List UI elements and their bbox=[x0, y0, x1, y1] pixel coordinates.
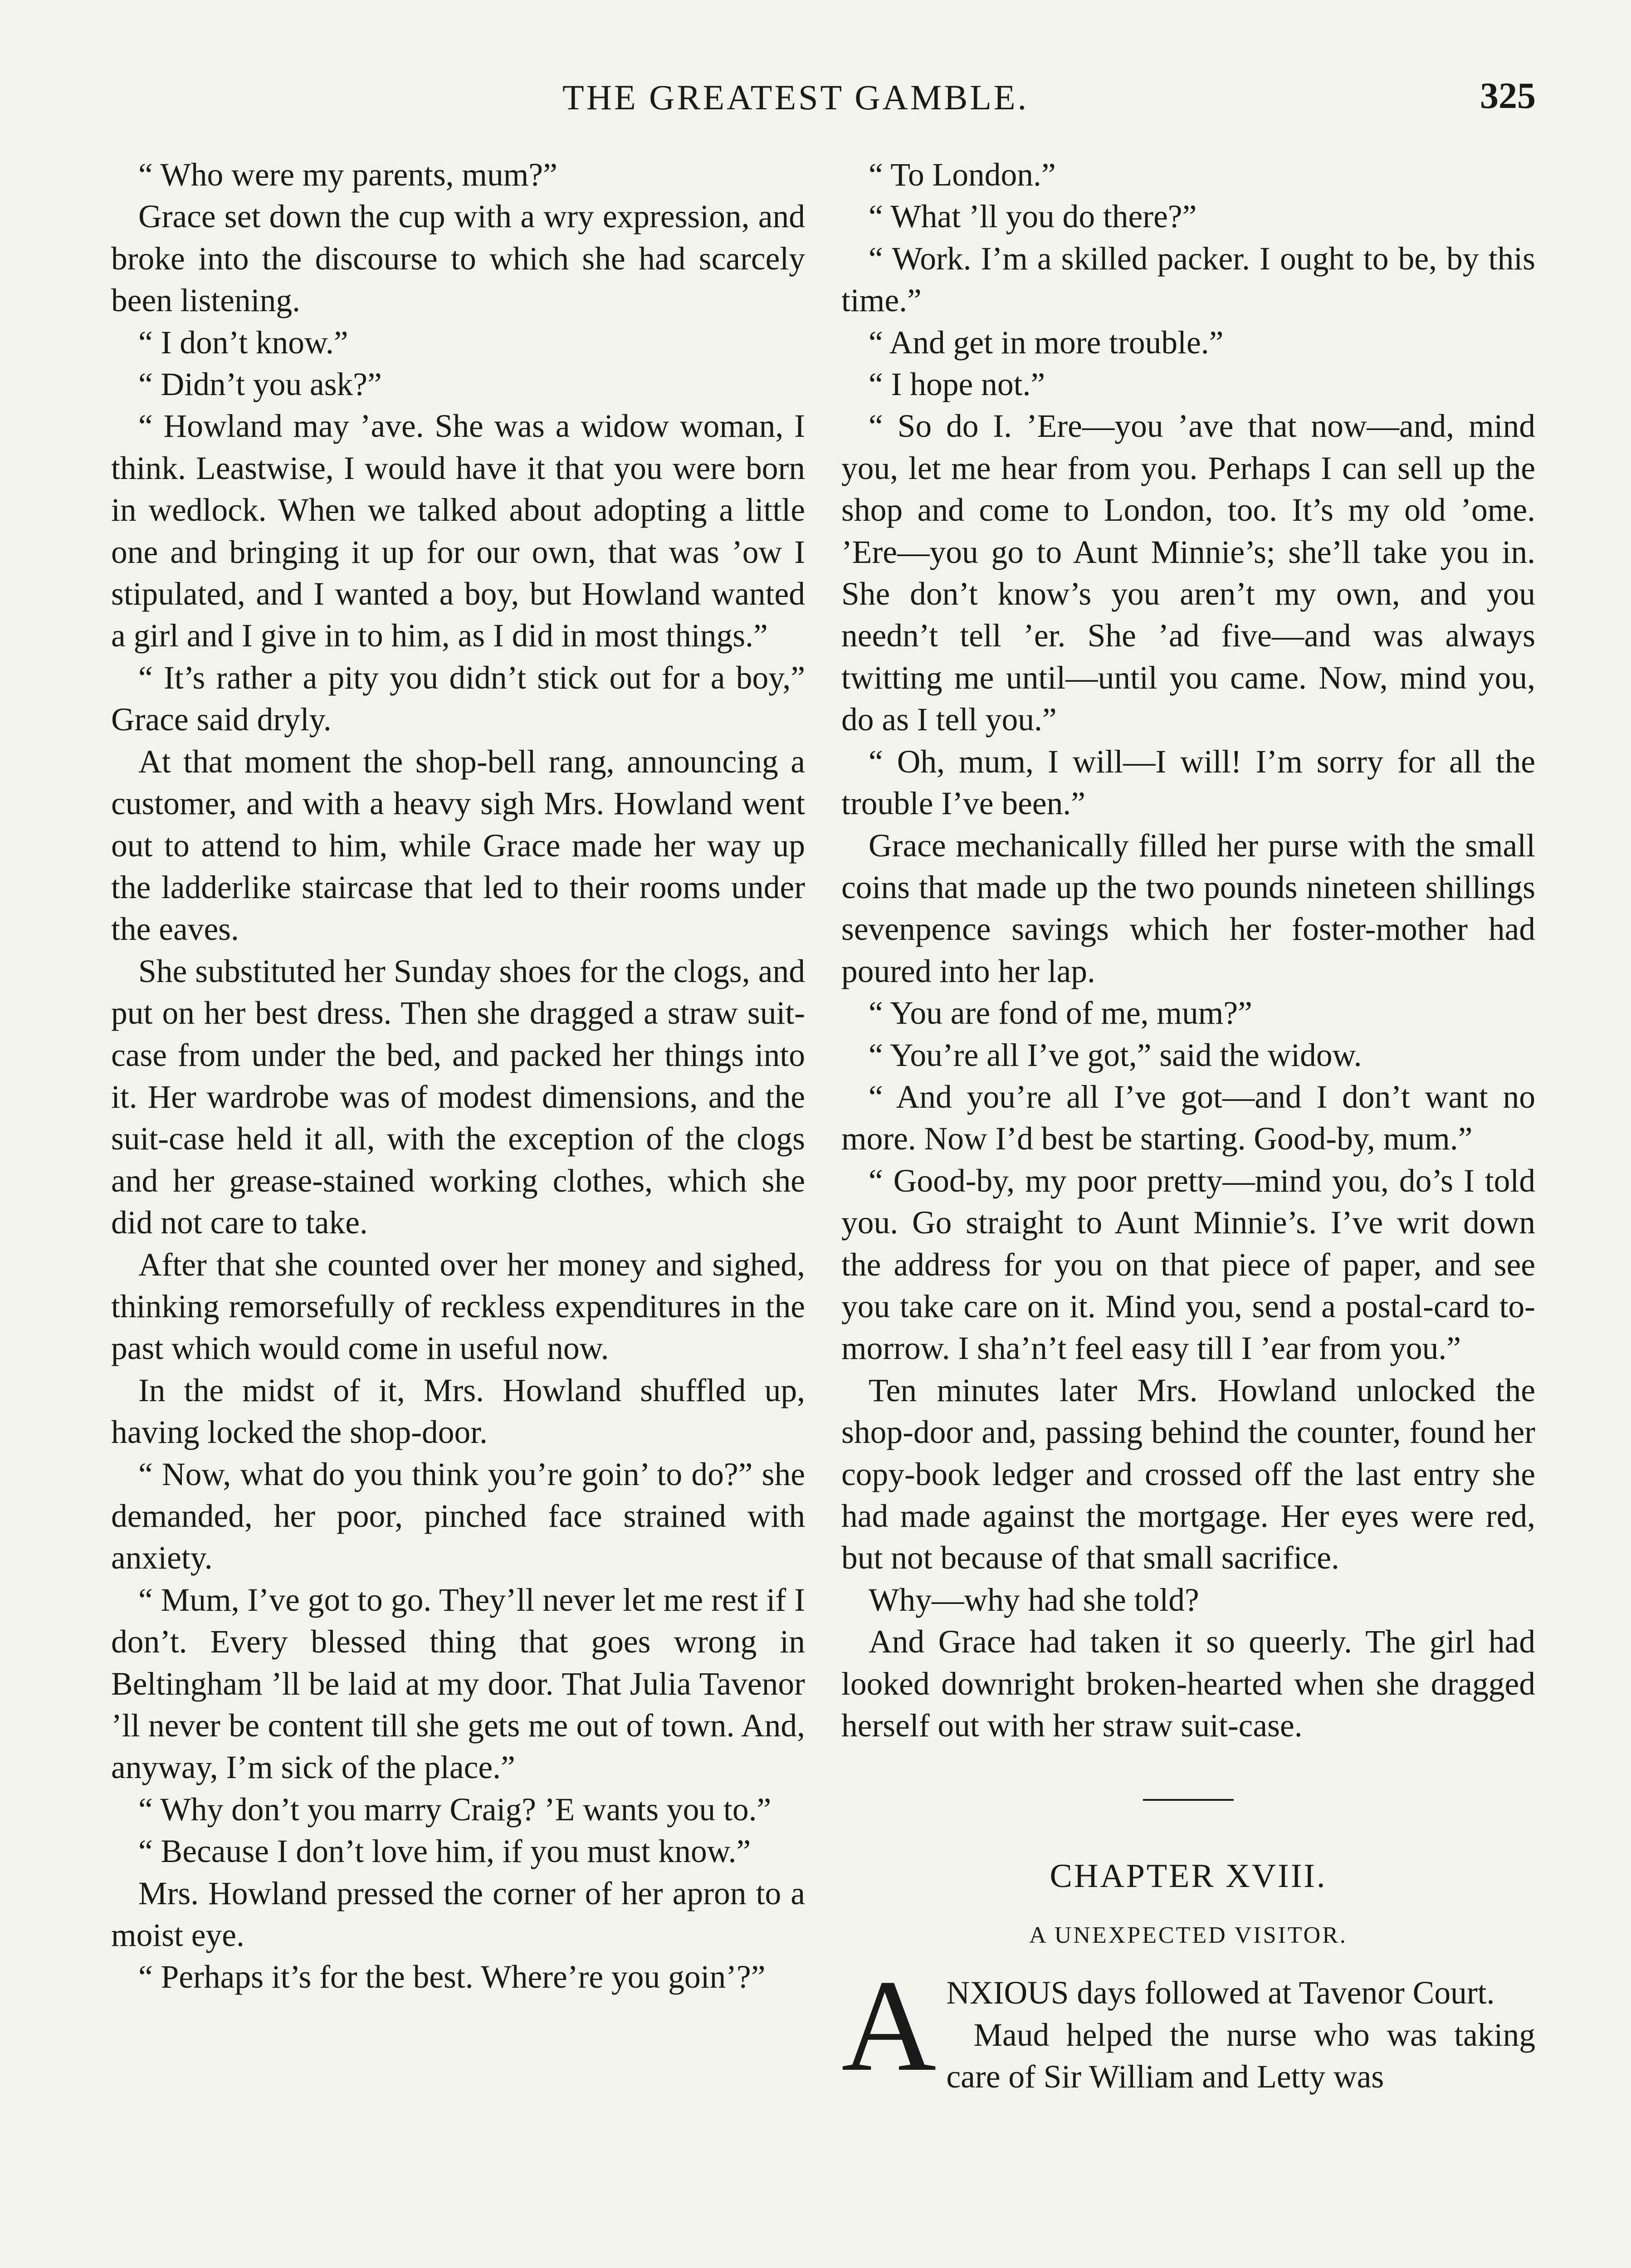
running-title: THE GREATEST GAMBLE. bbox=[562, 78, 1029, 117]
section-divider bbox=[1143, 1799, 1234, 1801]
right-column bbox=[841, 154, 1535, 2098]
paragraph: Grace set down the cup with a wry expression, and broke into the discourse to which she had scarcely been listening. bbox=[111, 199, 805, 319]
paragraph: “ Work. I’m a skilled packer. I ought to be, by this time.” bbox=[841, 240, 1535, 319]
paragraph: Grace mechanically filled her purse with the small coins that made up the two pounds nineteen shillings sevenpence savings which her foster-mother had poured into her lap. bbox=[841, 827, 1535, 989]
paragraph: Maud helped the nurse who was taking care of Sir William and Letty was bbox=[946, 2017, 1535, 2095]
paragraph: “ Perhaps it’s for the best. Where’re you goin’?” bbox=[138, 1959, 766, 1995]
paragraph: After that she counted over her money and sighed, thinking remorsefully of reckless expenditures in the past which would come in useful now. bbox=[111, 1246, 805, 1367]
paragraph: At that moment the shop-bell rang, announcing a customer, and with a heavy sigh Mrs. Howland went out to attend to him, while Grace made her way up the ladderlike staircase that led to their rooms under the eaves. bbox=[111, 743, 805, 948]
paragraph: Why—why had she told? bbox=[869, 1582, 1199, 1618]
paragraph: “ You are fond of me, mum?” bbox=[869, 995, 1252, 1031]
paragraph: “ Good-by, my poor pretty—mind you, do’s I told you. Go straight to Aunt Minnie’s. I’ve writ down the address for you on that piece of paper, and see you take care on it. Mind you, send a postal-card to-morrow. I sha’n’t feel easy till I ’ear from you.” bbox=[841, 1163, 1535, 1367]
paragraph: Ten minutes later Mrs. Howland unlocked the shop-door and, passing behind the counter, found her copy-book ledger and crossed off the last entry she had made against the mortgage. Her eyes were red, but not because of that small sacrifice. bbox=[841, 1372, 1535, 1576]
paragraph: “ You’re all I’ve got,” said the widow. bbox=[869, 1037, 1362, 1073]
paragraph: “ And get in more trouble.” bbox=[869, 324, 1224, 361]
paragraph: “ Mum, I’ve got to go. They’ll never let me rest if I don’t. Every blessed thing that goes wrong in Beltingham ’ll be laid at my door. That Julia Tavenor ’ll never be content till she gets me out of town. And, anyway, I’m sick of the place.” bbox=[111, 1582, 805, 1786]
page-header bbox=[0, 73, 1631, 122]
paragraph: And Grace had taken it so queerly. The girl had looked downright broken-hearted when she dragged herself out with her straw suit-case. bbox=[841, 1624, 1535, 1744]
page-number: 325 bbox=[1480, 75, 1536, 116]
paragraph: “ Why don’t you marry Craig? ’E wants you to.” bbox=[138, 1791, 772, 1828]
paragraph: “ I hope not.” bbox=[869, 367, 1045, 403]
chapter-subtitle: A UNEXPECTED VISITOR. bbox=[1029, 1922, 1348, 1948]
paragraph: Mrs. Howland pressed the corner of her apron to a moist eye. bbox=[111, 1875, 805, 1954]
paragraph: “ Who were my parents, mum?” bbox=[138, 157, 557, 193]
paragraph: “ What ’ll you do there?” bbox=[869, 199, 1197, 235]
chapter-title: CHAPTER XVIII. bbox=[1050, 1857, 1327, 1895]
paragraph: “ So do I. ’Ere—you ’ave that now—and, mind you, let me hear from you. Perhaps I can sell up the shop and come to London, too. It’s my old ’ome. ’Ere—you go to Aunt Minnie’s; she’ll take you in. She don’t know’s you aren’t my own, and you needn’t tell ’er. She ’ad five—and was always twitting me until—until you came. Now, mind you, do as I tell you.” bbox=[841, 408, 1535, 738]
left-column bbox=[111, 154, 805, 1999]
paragraph: “ It’s rather a pity you didn’t stick out for a boy,” Grace said dryly. bbox=[111, 660, 805, 738]
paragraph: “ Oh, mum, I will—I will! I’m sorry for all the trouble I’ve been.” bbox=[841, 743, 1535, 822]
paragraph: “ Didn’t you ask?” bbox=[138, 367, 382, 403]
paragraph: “ To London.” bbox=[869, 157, 1056, 193]
paragraph: “ Because I don’t love him, if you must know.” bbox=[138, 1833, 751, 1870]
opening-text: NXIOUS days followed at Tavenor Court. bbox=[946, 1975, 1495, 2011]
paragraph: “ Howland may ’ave. She was a widow woman, I think. Leastwise, I would have it that you were born in wedlock. When we talked about adopting a little one and bringing it up for our own, that was ’ow I stipulated, and I wanted a boy, but Howland wanted a girl and I give in to him, as I did in most things.” bbox=[111, 408, 805, 654]
drop-cap: A bbox=[841, 1953, 937, 2099]
paragraph: “ Now, what do you think you’re goin’ to do?” she demanded, her poor, pinched face strained with anxiety. bbox=[111, 1456, 805, 1576]
paragraph: “ I don’t know.” bbox=[138, 324, 348, 361]
paragraph: In the midst of it, Mrs. Howland shuffled up, having locked the shop-door. bbox=[111, 1372, 805, 1451]
paragraph: “ And you’re all I’ve got—and I don’t want no more. Now I’d best be starting. Good-by, mum.” bbox=[841, 1079, 1535, 1157]
paragraph: She substituted her Sunday shoes for the clogs, and put on her best dress. Then she dragged a straw suit-case from under the bed, and packed her things into it. Her wardrobe was of modest dimensions, and the suit-case held it all, with the exception of the clogs and her grease-stained working clothes, which she did not care to take. bbox=[111, 953, 805, 1241]
